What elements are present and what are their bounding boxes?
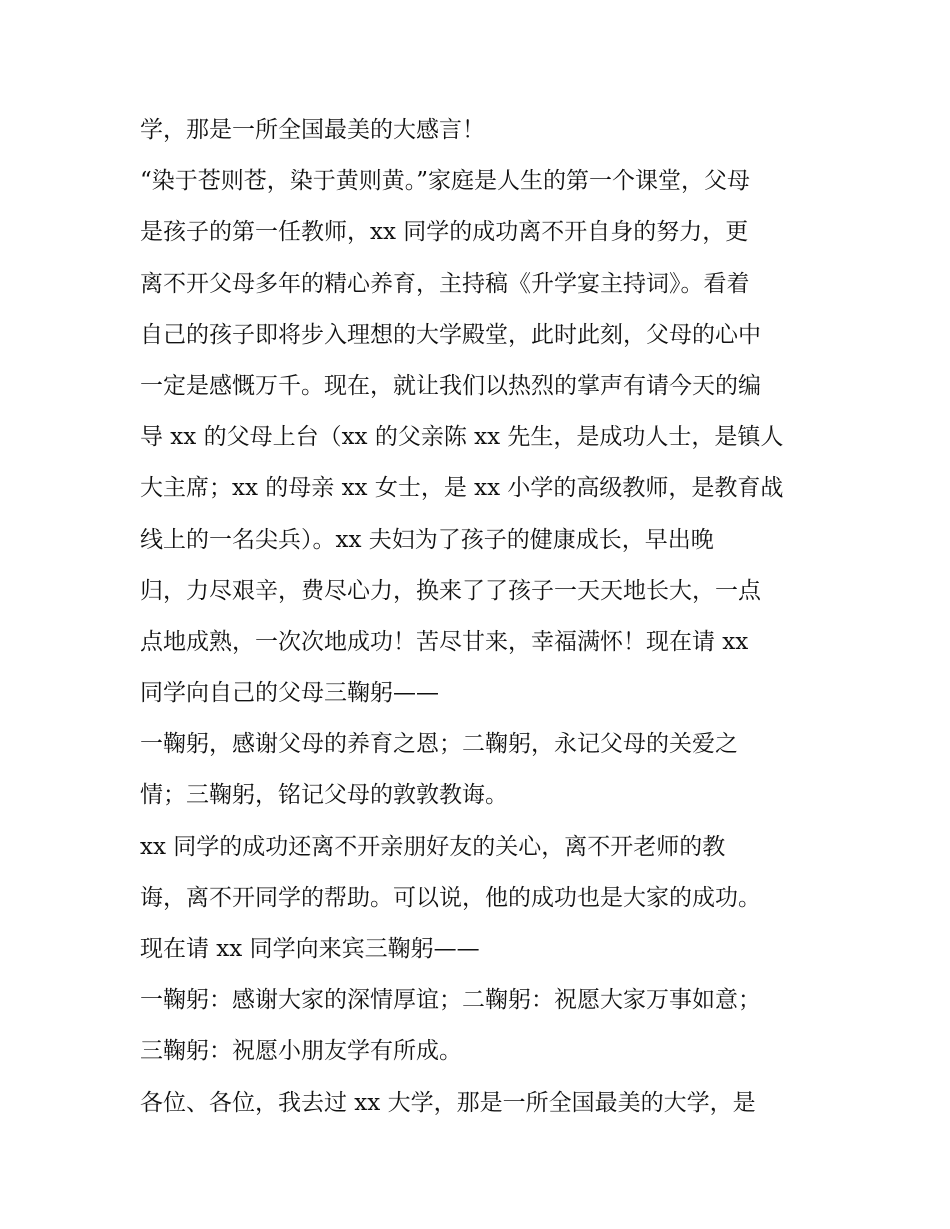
text-line: 同学向自己的父母三鞠躬—— [140, 680, 439, 707]
text-line: 大主席；xx 的母亲 xx 女士，是 xx 小学的高级教师，是教育战 [140, 475, 784, 502]
text-line: 诲，离不开同学的帮助。可以说，他的成功也是大家的成功。 [140, 884, 761, 911]
text-line: xx 同学的成功还离不开亲朋好友的关心，离不开老师的教 [140, 833, 726, 860]
text-line: 归，力尽艰辛，费尽心力，换来了了孩子一天天地长大，一点 [140, 577, 761, 604]
text-line: 一定是感慨万千。现在，就让我们以热烈的掌声有请今天的编 [140, 372, 761, 399]
text-line: 点地成熟，一次次地成功！苦尽甘来，幸福满怀！现在请 xx [140, 628, 749, 655]
text-line: 一鞠躬，感谢父母的养育之恩；二鞠躬，永记父母的关爱之 [140, 731, 738, 758]
text-line: 学，那是一所全国最美的大感言！ [140, 117, 485, 143]
text-line: “染于苍则苍，染于黄则黄。”家庭是人生的第一个课堂，父母 [140, 168, 751, 195]
text-line: 三鞠躬：祝愿小朋友学有所成。 [140, 1038, 462, 1065]
text-line: 是孩子的第一任教师，xx 同学的成功离不开自身的努力，更 [140, 219, 749, 246]
text-line: 一鞠躬：感谢大家的深情厚谊；二鞠躬：祝愿大家万事如意； [140, 987, 761, 1014]
text-line: 现在请 xx 同学向来宾三鞠躬—— [140, 936, 480, 962]
document-body [140, 108, 830, 1132]
text-line: 导 xx 的父母上台（xx 的父亲陈 xx 先生，是成功人士，是镇人 [140, 424, 784, 451]
text-line: 线上的一名尖兵）。xx 夫妇为了孩子的健康成长，早出晚 [140, 526, 714, 553]
text-line: 离不开父母多年的精心养育，主持稿《升学宴主持词》。看着 [140, 270, 750, 297]
text-line: 各位、各位，我去过 xx 大学，那是一所全国最美的大学，是 [140, 1089, 756, 1116]
text-line: 情；三鞠躬，铭记父母的敦敦教诲。 [140, 782, 508, 809]
text-line: 自己的孩子即将步入理想的大学殿堂，此时此刻，父母的心中 [140, 321, 761, 348]
